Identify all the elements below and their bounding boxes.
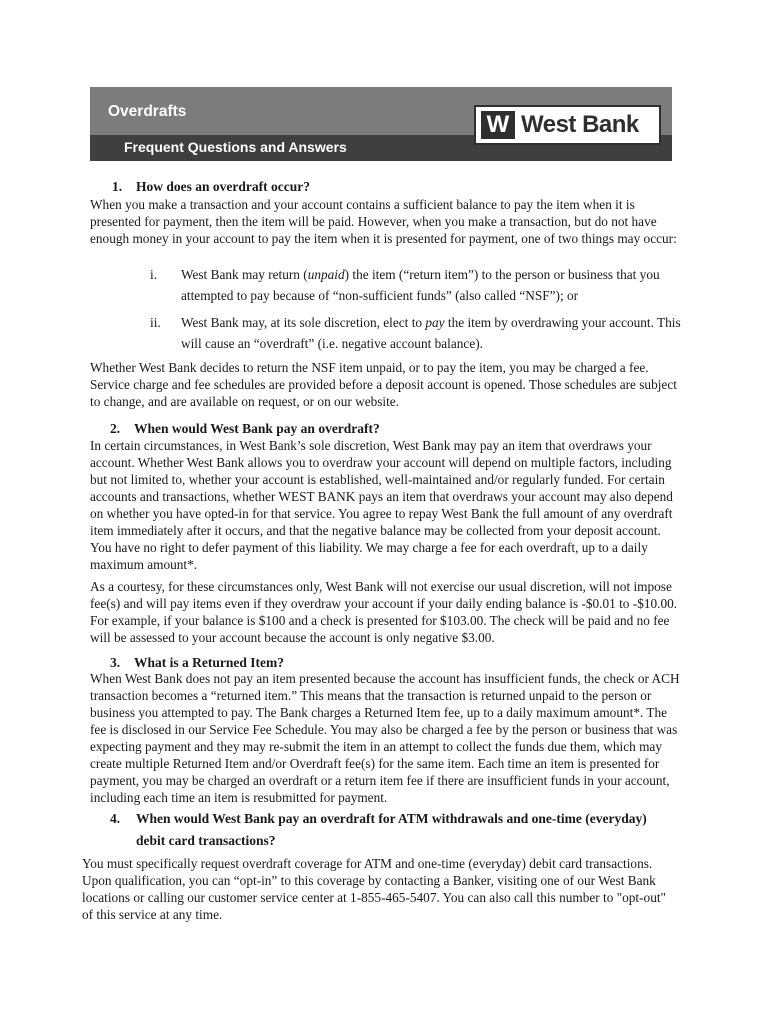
question-4 (110, 808, 670, 852)
page-title: Overdrafts (108, 103, 187, 120)
section-1-outro: Whether West Bank decides to return the NSF item unpaid, or to pay the item, you may be charged a fee. Service charge and fee schedules are provided before a deposit account is opened. Those schedules are subject to change, and are available on request, or on our website. (90, 360, 677, 409)
question-2 (110, 420, 380, 438)
list-text: West Bank may return (unpaid) the item (“return item”) to the person or business that you attempted to pay because of “non-sufficient funds” (also called “NSF”); or (181, 267, 660, 303)
question-number: 1. (112, 179, 123, 194)
question-number: 4. (110, 811, 121, 826)
question-text: When would West Bank pay an overdraft? (134, 421, 380, 436)
west-bank-logo (474, 105, 661, 145)
section-3-paragraph: When West Bank does not pay an item presented because the account has insufficient funds, the check or ACH transaction becomes a “returned item.” This means that the transaction is returned unpaid to the person or business you attempted to pay. The Bank charges a Returned Item fee, up to a daily maximum amount*. The fee is disclosed in our Service Fee Schedule. You may also be charged a fee by the person or business that was expecting payment and they may re-submit the item in an attempt to collect the funds due them, which may create multiple Returned Item and/or Overdraft fee(s) for the same item. Each time an item is presented for payment, you may be charged an overdraft or a return item fee if there are insufficient funds in your account, including each time an item is resubmitted for payment. (90, 671, 680, 805)
logo-w-icon: W (481, 111, 515, 139)
question-number: 3. (110, 655, 121, 670)
section-4-paragraph: You must specifically request overdraft coverage for ATM and one-time (everyday) debit card transactions. Upon qualification, you can “opt-in” to this coverage by contacting a Banker, visiting one of our West Bank locations or calling our customer service center at 1-855-465-5407. You can also call this number to "opt-out" of this service at any time. (82, 856, 666, 922)
header-banner (90, 87, 672, 161)
question-number: 2. (110, 421, 121, 436)
question-text: What is a Returned Item? (134, 655, 284, 670)
section-2-paragraph-2: As a courtesy, for these circumstances only, West Bank will not exercise our usual discretion, will not impose fee(s) and will pay items even if they overdraw your account if your daily ending balance is -$0.01 to -$10.00. For example, if your balance is $100 and a check is presented for $103.00. The check will be paid and no fee will be assessed to your account because the account is only negative $3.00. (90, 579, 678, 645)
page-subtitle: Frequent Questions and Answers (124, 139, 347, 155)
logo-wordmark: West Bank (521, 111, 639, 138)
list-marker: i. (150, 267, 158, 282)
list-marker: ii. (150, 315, 161, 330)
question-1 (112, 178, 310, 196)
question-text: When would West Bank pay an overdraft for ATM withdrawals and one-time (everyday) debit card transactions? (136, 811, 647, 848)
section-1-intro: When you make a transaction and your account contains a sufficient balance to pay the item when it is presented for payment, then the item will be paid. However, when you make a transaction, but do not have enough money in your account to pay the item when it is presented for payment, one of two things may occur: (90, 197, 677, 246)
list-text: West Bank may, at its sole discretion, elect to pay the item by overdrawing your account. This will cause an “overdraft” (i.e. negative account balance). (181, 315, 681, 351)
question-text: How does an overdraft occur? (136, 179, 310, 194)
section-2-paragraph-1: In certain circumstances, in West Bank’s sole discretion, West Bank may pay an item that overdraws your account. Whether West Bank allows you to overdraw your account will depend on multiple factors, including but not limited to, whether your account is established, well-maintained and/or regularly funded. For certain accounts and transactions, whether WEST BANK pays an item that overdraws your account may also depend on whether you have opted-in for that service. You agree to repay West Bank the full amount of any overdraft item immediately after it occurs, and that the negative balance may be collected from your deposit account. You have no right to defer payment of this liability. We may charge a fee for each overdraft, up to a daily maximum amount*. (90, 438, 673, 572)
